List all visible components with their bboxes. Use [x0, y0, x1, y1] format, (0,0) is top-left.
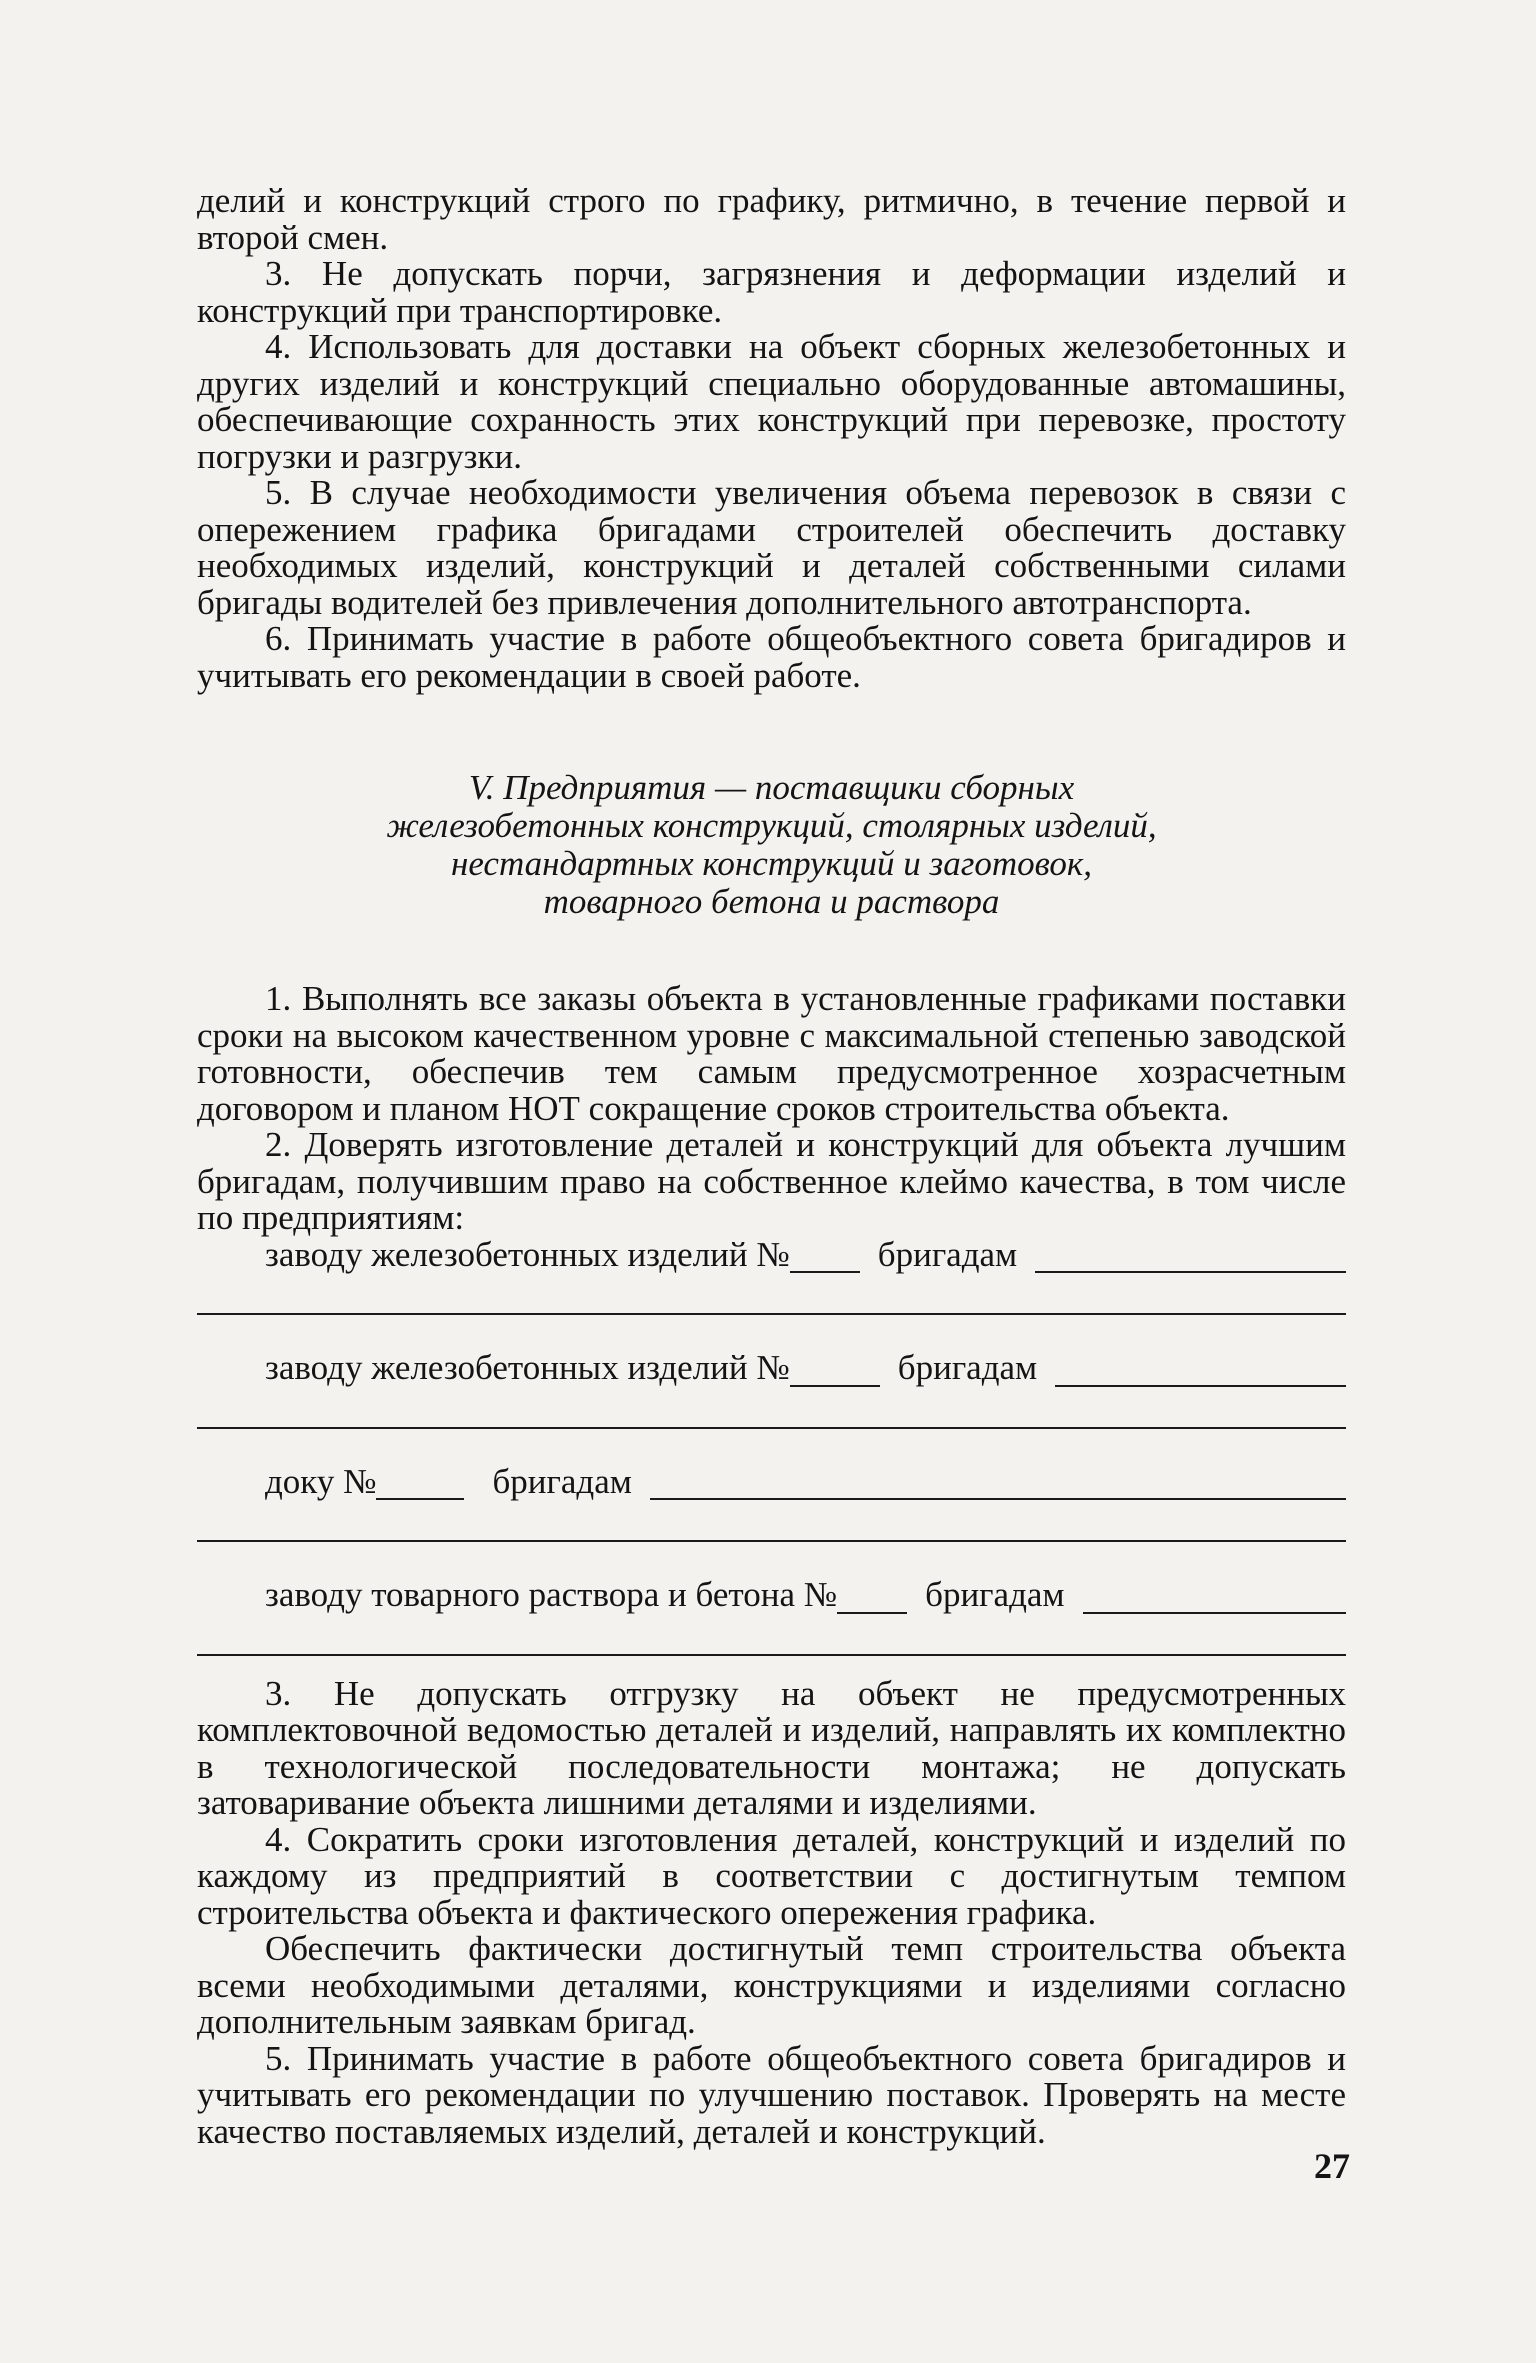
field-label: заводу товарного раствора и бетона №	[265, 1575, 838, 1614]
section-paragraphs	[197, 981, 1346, 1237]
bottom-paragraphs	[197, 1673, 1346, 2151]
brigades-blank[interactable]	[1035, 1245, 1346, 1273]
section-heading	[197, 769, 1346, 921]
brigades-label: бригадам	[492, 1461, 632, 1501]
paragraph: 6. Принимать участие в работе общеобъектного совета бригадиров и учитывать его рекомендации в своей работе.	[197, 619, 1346, 695]
field-label: доку №	[265, 1461, 377, 1501]
field-label: заводу железобетонных изделий №	[265, 1234, 790, 1274]
paragraph: 2. Доверять изготовление деталей и конструкций для объекта лучшим бригадам, получившим право на собственное клеймо качества, в том числе по предприятиям:	[197, 1125, 1346, 1237]
full-blank-line[interactable]	[197, 1427, 1346, 1429]
paragraph: 4. Использовать для доставки на объект сборных железобетонных и других изделий и конструкций специально оборудованные автомашины, обеспечивающие сохранность этих конструкций при перевозке, простоту погрузки и разгрузки.	[197, 327, 1346, 476]
brigades-label: бригадам	[897, 1348, 1038, 1387]
section-heading-line: нестандартных конструкций и заготовок,	[450, 844, 1092, 883]
form-field-row	[197, 1350, 1346, 1387]
number-blank[interactable]	[376, 1472, 464, 1500]
paragraph: 4. Сократить сроки изготовления деталей, конструкций и изделий по каждому из предприятий в соответствии с достигнутым темпом строительства объекта и фактического опережения графика.	[197, 1819, 1346, 1932]
paragraph: Обеспечить фактически достигнутый темп строительства объекта всеми необходимыми деталями, конструкциями и изделиями согласно дополнительным заявкам бригад.	[197, 1929, 1346, 2041]
number-blank[interactable]	[837, 1586, 907, 1614]
form-field-row	[197, 1577, 1346, 1614]
section-heading-line: V. Предприятия — поставщики сборных	[468, 768, 1075, 807]
brigades-blank[interactable]	[1083, 1586, 1346, 1614]
paragraph: 3. Не допускать порчи, загрязнения и деформации изделий и конструкций при транспортировке.	[197, 254, 1346, 330]
brigades-blank[interactable]	[1055, 1359, 1346, 1387]
full-blank-line[interactable]	[197, 1540, 1346, 1542]
form-field-row	[197, 1461, 1346, 1501]
brigades-label: бригадам	[877, 1234, 1018, 1274]
full-blank-line[interactable]	[197, 1654, 1346, 1656]
field-label: заводу железобетонных изделий №	[265, 1348, 790, 1387]
section-heading-line: железобетонных конструкций, столярных изделий,	[386, 806, 1157, 845]
brigades-blank[interactable]	[650, 1472, 1346, 1500]
paragraph: делий и конструкций строго по графику, ритмично, в течение первой и второй смен.	[197, 181, 1346, 257]
top-paragraphs	[197, 183, 1346, 694]
form-field-row	[197, 1234, 1346, 1274]
page-number: 27	[1314, 2146, 1350, 2186]
paragraph: 5. Принимать участие в работе общеобъектного совета бригадиров и учитывать его рекомендации по улучшению поставок. Проверять на месте качество поставляемых изделий, деталей и конструкций.	[197, 2038, 1346, 2151]
brigades-label: бригадам	[925, 1575, 1065, 1614]
section-heading-line: товарного бетона и раствора	[543, 882, 1000, 921]
number-blank[interactable]	[790, 1359, 880, 1387]
paragraph: 5. В случае необходимости увеличения объема перевозок в связи с опережением графика бригадами строителей обеспечить доставку необходимых изделий, конструкций и деталей собственными силами бригады водителей без привлечения дополнительного автотранспорта.	[197, 473, 1346, 622]
number-blank[interactable]	[790, 1245, 860, 1273]
paragraph: 3. Не допускать отгрузку на объект не предусмотренных комплектовочной ведомостью деталей и изделий, направлять их комплектно в технологической последовательности монтажа; не допускать затоваривание объекта лишними деталями и изделиями.	[197, 1673, 1346, 1822]
paragraph: 1. Выполнять все заказы объекта в установленные графиками поставки сроки на высоком качественном уровне с максимальной степенью заводской готовности, обеспечив тем самым предусмотренное хозрасчетным договором и планом НОТ сокращение сроков строительства объекта.	[197, 979, 1346, 1128]
full-blank-line[interactable]	[197, 1313, 1346, 1315]
form-fields	[197, 1234, 1346, 1656]
